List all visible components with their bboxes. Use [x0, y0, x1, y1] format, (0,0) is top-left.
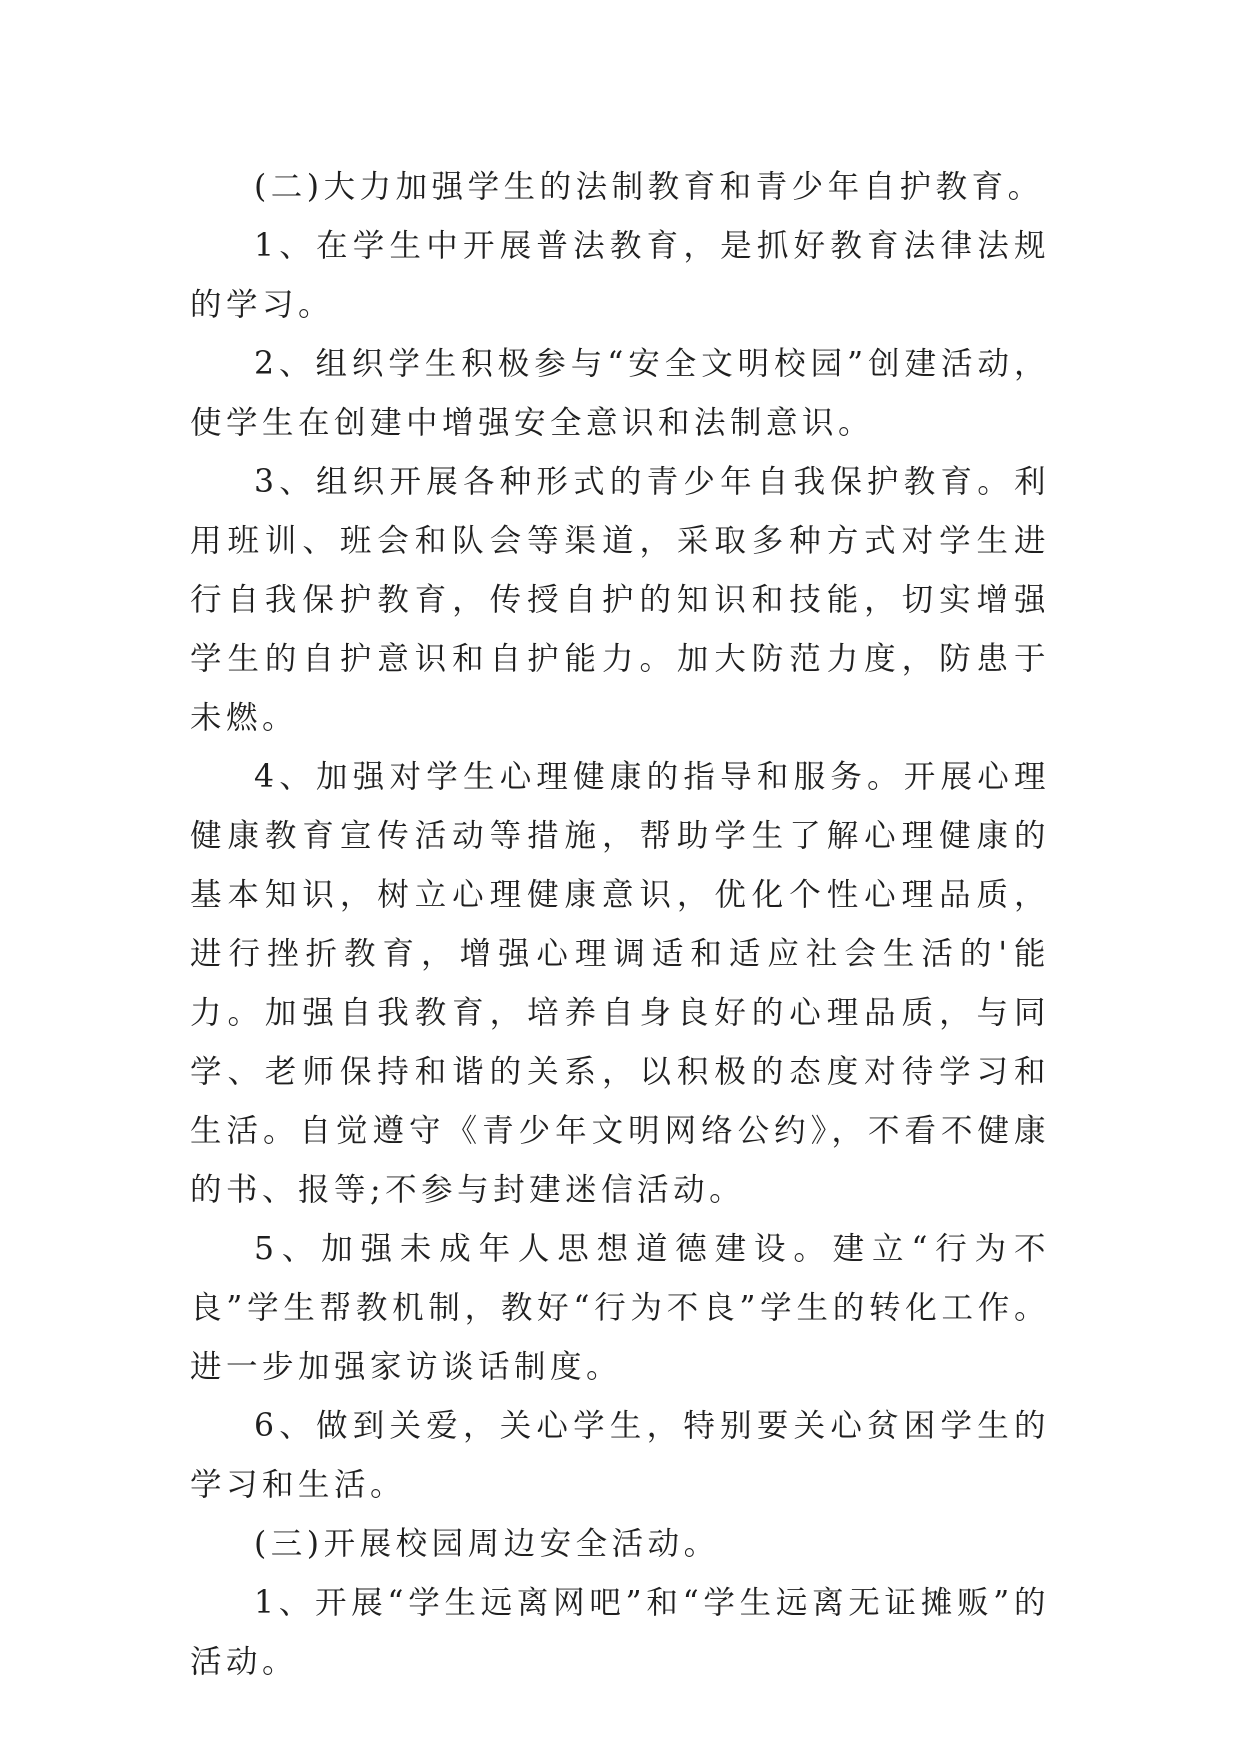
paragraph-item-1b: 1、开展“学生远离网吧”和“学生远离无证摊贩”的活动。 — [190, 1585, 1050, 1680]
document-body — [190, 158, 1050, 1692]
section-heading-3: (三)开展校园周边安全活动。 — [254, 1526, 720, 1562]
paragraph-item-6: 6、做到关爱，关心学生，特别要关心贫困学生的学习和生活。 — [190, 1408, 1050, 1503]
paragraph-item-5: 5、加强未成年人思想道德建设。建立“行为不良”学生帮教机制，教好“行为不良”学生的转化工作。进一步加强家访谈话制度。 — [190, 1231, 1050, 1385]
paragraph-item-3: 3、组织开展各种形式的青少年自我保护教育。利用班训、班会和队会等渠道，采取多种方式对学生进行自我保护教育，传授自护的知识和技能，切实增强学生的自护意识和自护能力。加大防范力度，防患于未燃。 — [190, 464, 1050, 736]
paragraph-item-1: 1、在学生中开展普法教育，是抓好教育法律法规的学习。 — [190, 228, 1050, 323]
section-heading-2: (二)大力加强学生的法制教育和青少年自护教育。 — [254, 169, 1044, 205]
paragraph-item-4: 4、加强对学生心理健康的指导和服务。开展心理健康教育宣传活动等措施，帮助学生了解心理健康的基本知识，树立心理健康意识，优化个性心理品质，进行挫折教育，增强心理调适和适应社会生活的'能力。加强自我教育，培养自身良好的心理品质，与同学、老师保持和谐的关系，以积极的态度对待学习和生活。自觉遵守《青少年文明网络公约》，不看不健康的书、报等;不参与封建迷信活动。 — [190, 759, 1050, 1208]
paragraph-item-2: 2、组织学生积极参与“安全文明校园”创建活动，使学生在创建中增强安全意识和法制意识。 — [190, 346, 1050, 441]
